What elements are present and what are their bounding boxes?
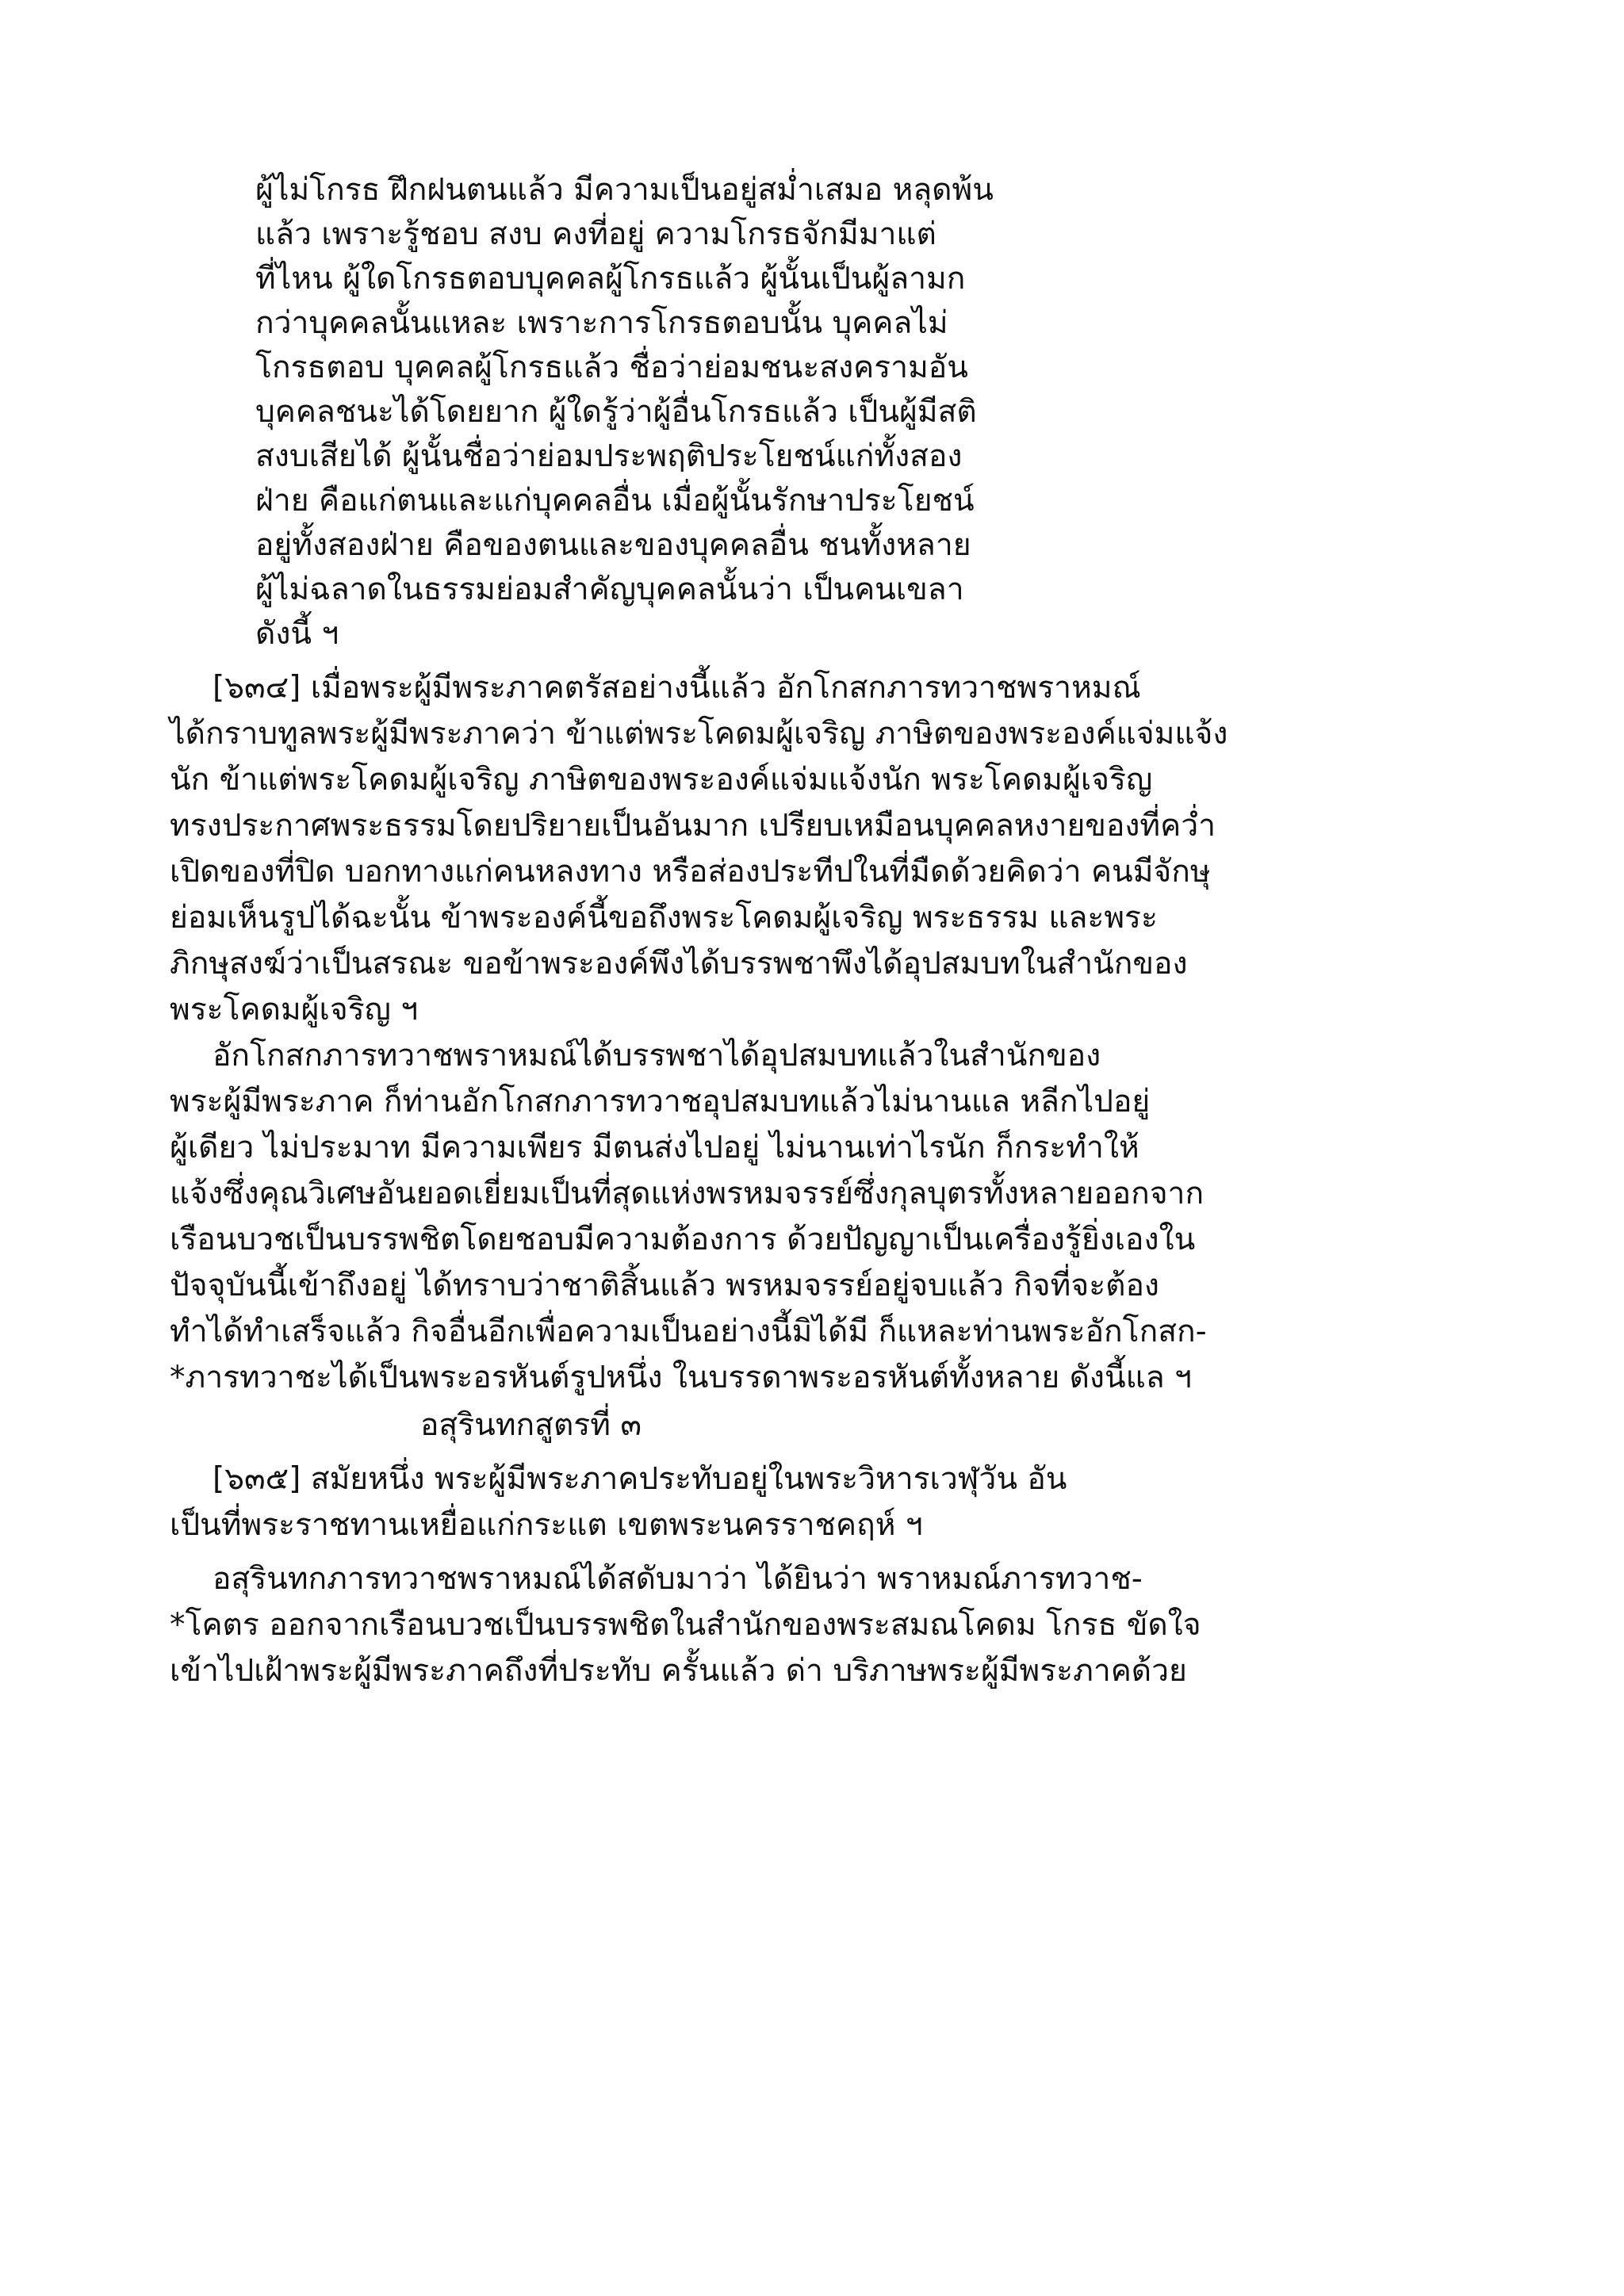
ordination-paragraph-line: *ภารทวาชะได้เป็นพระอรหันต์รูปหนึ่ง ในบรรดาพระอรหันต์ทั้งหลาย ดังนี้แล ฯ <box>170 1360 1192 1395</box>
paragraph-634-line: ภิกษุสงฆ์ว่าเป็นสรณะ ขอข้าพระองค์พึงได้บรรพชาพึงได้อุปสมบทในสำนักของ <box>170 946 1188 982</box>
verse-line: ผู้ไม่ฉลาดในธรรมย่อมสำคัญบุคคลนั้นว่า เป็นคนเขลา <box>255 572 964 607</box>
ordination-paragraph-line: ปัจจุบันนี้เข้าถึงอยู่ ได้ทราบว่าชาติสิ้นแล้ว พรหมจรรย์อยู่จบแล้ว กิจที่จะต้อง <box>170 1268 1159 1303</box>
paragraph-634-line: พระโคดมผู้เจริญ ฯ <box>170 992 419 1027</box>
paragraph-634-line: ย่อมเห็นรูปได้ฉะนั้น ข้าพระองค์นี้ขอถึงพระโคดมผู้เจริญ พระธรรม และพระ <box>170 900 1158 936</box>
verse-line: สงบเสียได้ ผู้นั้นชื่อว่าย่อมประพฤติประโยชน์แก่ทั้งสอง <box>255 438 963 474</box>
paragraph-635-line: เป็นที่พระราชทานเหยื่อแก่กระแต เขตพระนครราชคฤห์ ฯ <box>170 1507 923 1543</box>
verse-line: แล้ว เพราะรู้ชอบ สงบ คงที่อยู่ ความโกรธจักมีมาแต่ <box>255 216 936 252</box>
verse-line: บุคคลชนะได้โดยยาก ผู้ใดรู้ว่าผู้อื่นโกรธแล้ว เป็นผู้มีสติ <box>255 394 977 430</box>
paragraph-634-line: [๖๓๔] เมื่อพระผู้มีพระภาคตรัสอย่างนี้แล้ว อักโกสกภารทวาชพราหมณ์ <box>213 670 1141 706</box>
ordination-paragraph-line: อักโกสกภารทวาชพราหมณ์ได้บรรพชาได้อุปสมบทแล้วในสำนักของ <box>213 1038 1101 1073</box>
paragraph-634-line: นัก ข้าแต่พระโคดมผู้เจริญ ภาษิตของพระองค์แจ่มแจ้งนัก พระโคดมผู้เจริญ <box>170 762 1153 798</box>
verse-line: ฝ่าย คือแก่ตนและแก่บุคคลอื่น เมื่อผู้นั้นรักษาประโยชน์ <box>255 483 975 519</box>
paragraph-634-line: ได้กราบทูลพระผู้มีพระภาคว่า ข้าแต่พระโคดมผู้เจริญ ภาษิตของพระองค์แจ่มแจ้ง <box>170 716 1228 752</box>
ordination-paragraph-line: ผู้เดียว ไม่ประมาท มีความเพียร มีตนส่งไปอยู่ ไม่นานเท่าไรนัก ก็กระทำให้ <box>170 1130 1139 1165</box>
verse-line: กว่าบุคคลนั้นแหละ เพราะการโกรธตอบนั้น บุคคลไม่ <box>255 305 948 341</box>
verse-line: โกรธตอบ บุคคลผู้โกรธแล้ว ชื่อว่าย่อมชนะสงครามอัน <box>255 350 968 385</box>
asurindaka-paragraph-line: อสุรินทกภารทวาชพราหมณ์ได้สดับมาว่า ได้ยินว่า พราหมณ์ภารทวาช- <box>213 1561 1143 1597</box>
ordination-paragraph-line: แจ้งซึ่งคุณวิเศษอันยอดเยี่ยมเป็นที่สุดแห่งพรหมจรรย์ซึ่งกุลบุตรทั้งหลายออกจาก <box>170 1176 1205 1211</box>
verse-line: ที่ไหน ผู้ใดโกรธตอบบุคคลผู้โกรธแล้ว ผู้นั้นเป็นผู้ลามก <box>255 261 966 297</box>
ordination-paragraph-line: เรือนบวชเป็นบรรพชิตโดยชอบมีความต้องการ ด้วยปัญญาเป็นเครื่องรู้ยิ่งเองใน <box>170 1222 1196 1257</box>
verse-line: ดังนี้ ฯ <box>255 616 339 652</box>
paragraph-635-line: [๖๓๕] สมัยหนึ่ง พระผู้มีพระภาคประทับอยู่ในพระวิหารเวฬุวัน อัน <box>213 1461 1067 1497</box>
ordination-paragraph-line: ทำได้ทำเสร็จแล้ว กิจอื่นอีกเพื่อความเป็นอย่างนี้มิได้มี ก็แหละท่านพระอักโกสก- <box>170 1314 1207 1349</box>
paragraph-634-line: ทรงประกาศพระธรรมโดยปริยายเป็นอันมาก เปรียบเหมือนบุคคลหงายของที่คว่ำ <box>170 808 1216 844</box>
asurindaka-paragraph-line: เข้าไปเฝ้าพระผู้มีพระภาคถึงที่ประทับ ครั้นแล้ว ด่า บริภาษพระผู้มีพระภาคด้วย <box>170 1653 1187 1689</box>
paragraph-634-line: เปิดของที่ปิด บอกทางแก่คนหลงทาง หรือส่องประทีปในที่มืดด้วยคิดว่า คนมีจักษุ <box>170 854 1211 890</box>
ordination-paragraph-line: พระผู้มีพระภาค ก็ท่านอักโกสกภารทวาชอุปสมบทแล้วไม่นานแล หลีกไปอยู่ <box>170 1084 1151 1119</box>
asurindaka-paragraph-line: *โคตร ออกจากเรือนบวชเป็นบรรพชิตในสำนักของพระสมณโคดม โกรธ ขัดใจ <box>170 1607 1201 1643</box>
verse-line: ผู้ไม่โกรธ ฝึกฝนตนแล้ว มีความเป็นอยู่สม่ำเสมอ หลุดพ้น <box>255 172 994 208</box>
verse-line: อยู่ทั้งสองฝ่าย คือของตนและของบุคคลอื่น ชนทั้งหลาย <box>255 527 971 563</box>
sutta-title: อสุรินทกสูตรที่ ๓ <box>420 1407 642 1443</box>
